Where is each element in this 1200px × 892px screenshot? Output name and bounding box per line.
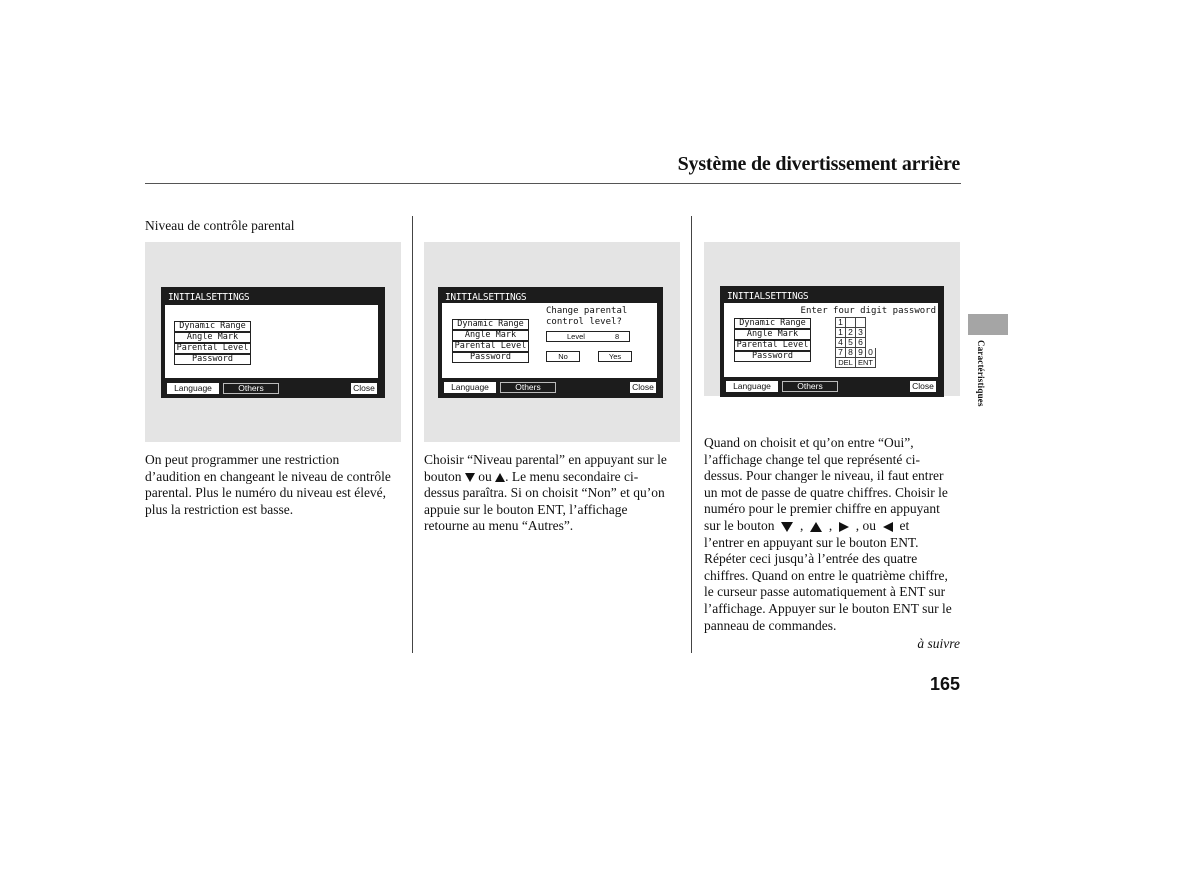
text-fragment: ou xyxy=(478,468,492,484)
left-arrow-icon xyxy=(883,522,893,532)
text-fragment: bouton xyxy=(424,468,462,484)
prompt-line-2: control level? xyxy=(546,317,622,327)
password-digit-entry: 1 xyxy=(836,318,846,328)
menu-item-parental-level[interactable]: Parental Level xyxy=(734,340,811,351)
up-arrow-icon xyxy=(810,522,822,532)
text-line: panneau de commandes. xyxy=(704,617,837,633)
menu-item-dynamic-range[interactable]: Dynamic Range xyxy=(452,319,529,330)
header-rule xyxy=(145,183,961,184)
keypad-key[interactable]: 9 xyxy=(856,348,866,358)
text-line: plus la restriction est basse. xyxy=(145,501,294,517)
screen-illustration-3 xyxy=(704,242,960,396)
close-button[interactable]: Close xyxy=(351,383,377,394)
column-3-text xyxy=(704,435,966,634)
keypad-spacer xyxy=(866,338,876,348)
keypad-key[interactable]: 6 xyxy=(856,338,866,348)
text-line: dessus paraîtra. Si on choisit “Non” et qu’on xyxy=(424,485,665,501)
text-line: Quand on choisit et qu’on entre “Oui”, xyxy=(704,435,914,450)
menu-item-parental-level[interactable]: Parental Level xyxy=(174,343,251,354)
tab-others[interactable]: Others xyxy=(223,383,279,394)
text-fragment: , xyxy=(828,517,833,533)
column-2-text xyxy=(424,452,686,535)
text-fragment: , xyxy=(800,517,804,533)
keypad-key[interactable]: 0 xyxy=(866,348,876,358)
text-line-with-buttons xyxy=(704,518,966,535)
up-arrow-icon xyxy=(495,473,505,482)
keypad-key[interactable]: 3 xyxy=(856,328,866,338)
display-screen xyxy=(720,286,944,397)
keypad-key[interactable]: 8 xyxy=(846,348,856,358)
screen-title: INITIALSETTINGS xyxy=(445,292,527,303)
tab-language[interactable]: Language xyxy=(167,383,219,394)
column-divider xyxy=(412,216,413,653)
text-fragment: et xyxy=(899,517,910,533)
down-arrow-icon xyxy=(781,522,793,532)
level-display xyxy=(546,331,630,342)
keypad-ent-key[interactable]: ENT xyxy=(856,358,876,368)
screen-content-area xyxy=(165,305,378,378)
menu-item-password[interactable]: Password xyxy=(452,352,529,363)
level-label: Level xyxy=(567,332,585,341)
right-arrow-icon xyxy=(839,522,849,532)
text-line: retourne au menu “Autres”. xyxy=(424,518,574,534)
display-screen xyxy=(161,287,385,398)
menu-item-dynamic-range[interactable]: Dynamic Range xyxy=(734,318,811,329)
down-arrow-icon xyxy=(465,473,475,482)
menu-item-password[interactable]: Password xyxy=(734,351,811,362)
keypad-key[interactable]: 7 xyxy=(836,348,846,358)
tab-language[interactable]: Language xyxy=(726,381,778,392)
menu-item-dynamic-range[interactable]: Dynamic Range xyxy=(174,321,251,332)
close-button[interactable]: Close xyxy=(630,382,656,393)
menu-item-angle-mark[interactable]: Angle Mark xyxy=(734,329,811,340)
keypad-key[interactable]: 1 xyxy=(836,328,846,338)
keypad-key[interactable]: 5 xyxy=(846,338,856,348)
keypad-spacer xyxy=(866,328,876,338)
password-keypad xyxy=(835,317,876,368)
tab-others[interactable]: Others xyxy=(782,381,838,392)
tab-language[interactable]: Language xyxy=(444,382,496,393)
page-title: Système de divertissement arrière xyxy=(677,153,960,175)
text-line: Répéter ceci jusqu’à l’entrée des quatre xyxy=(704,551,918,567)
text-line: l’affichage. Appuyer sur le bouton ENT sur le xyxy=(704,600,952,616)
yes-button[interactable]: Yes xyxy=(598,351,632,362)
keypad-key[interactable]: 2 xyxy=(846,328,856,338)
keypad-key[interactable]: 4 xyxy=(836,338,846,348)
level-value: 8 xyxy=(615,332,620,341)
text-line: un mot de passe de quatre chiffres. Choisir le xyxy=(704,484,948,500)
continued-label: à suivre xyxy=(917,636,960,651)
section-tab-label: Caractéristiques xyxy=(976,340,986,407)
screen-illustration-2 xyxy=(424,242,680,442)
prompt-line-1: Change parental xyxy=(546,306,628,316)
menu-item-parental-level[interactable]: Parental Level xyxy=(452,341,529,352)
tab-others[interactable]: Others xyxy=(500,382,556,393)
text-line: d’audition en changeant le niveau de contrôle xyxy=(145,468,391,484)
text-line: numéro pour le premier chiffre en appuyant xyxy=(704,501,940,517)
text-line: dessus. Pour changer le niveau, il faut entrer xyxy=(704,468,944,484)
screen-title: INITIALSETTINGS xyxy=(727,291,809,302)
text-line: Choisir “Niveau parental” en appuyant sur le xyxy=(424,452,667,467)
text-fragment: , ou xyxy=(855,517,876,533)
password-digit-entry xyxy=(846,318,856,328)
section-tab-marker xyxy=(968,314,1008,335)
menu-item-angle-mark[interactable]: Angle Mark xyxy=(174,332,251,343)
page-number: 165 xyxy=(929,674,960,694)
keypad-spacer xyxy=(866,318,876,328)
screen-content-area xyxy=(724,303,938,377)
no-button[interactable]: No xyxy=(546,351,580,362)
text-line: l’affichage change tel que représenté ci- xyxy=(704,451,920,467)
screen-illustration-1 xyxy=(145,242,401,442)
text-line: parental. Plus le numéro du niveau est élevé, xyxy=(145,485,387,501)
text-line: appuie sur le bouton ENT, l’affichage xyxy=(424,501,628,517)
password-prompt: Enter four digit password xyxy=(800,306,936,316)
text-fragment: sur le bouton xyxy=(704,517,775,533)
text-line: On peut programmer une restriction xyxy=(145,452,340,467)
text-line-with-buttons xyxy=(424,469,686,486)
text-line: le curseur passe automatiquement à ENT sur xyxy=(704,584,946,600)
screen-title: INITIALSETTINGS xyxy=(168,292,250,303)
text-line: l’entrer en appuyant sur le bouton ENT. xyxy=(704,534,919,550)
close-button[interactable]: Close xyxy=(910,381,936,392)
password-digit-entry xyxy=(856,318,866,328)
column-1-text xyxy=(145,452,407,518)
text-line: chiffres. Quand on entre le quatrième chiffre, xyxy=(704,567,948,583)
menu-item-angle-mark[interactable]: Angle Mark xyxy=(452,330,529,341)
section-caption: Niveau de contrôle parental xyxy=(145,218,295,233)
display-screen xyxy=(438,287,663,398)
menu-item-password[interactable]: Password xyxy=(174,354,251,365)
column-divider xyxy=(691,216,692,653)
screen-content-area xyxy=(442,303,657,378)
keypad-del-key[interactable]: DEL xyxy=(836,358,856,368)
text-fragment: . Le menu secondaire ci- xyxy=(505,468,639,484)
